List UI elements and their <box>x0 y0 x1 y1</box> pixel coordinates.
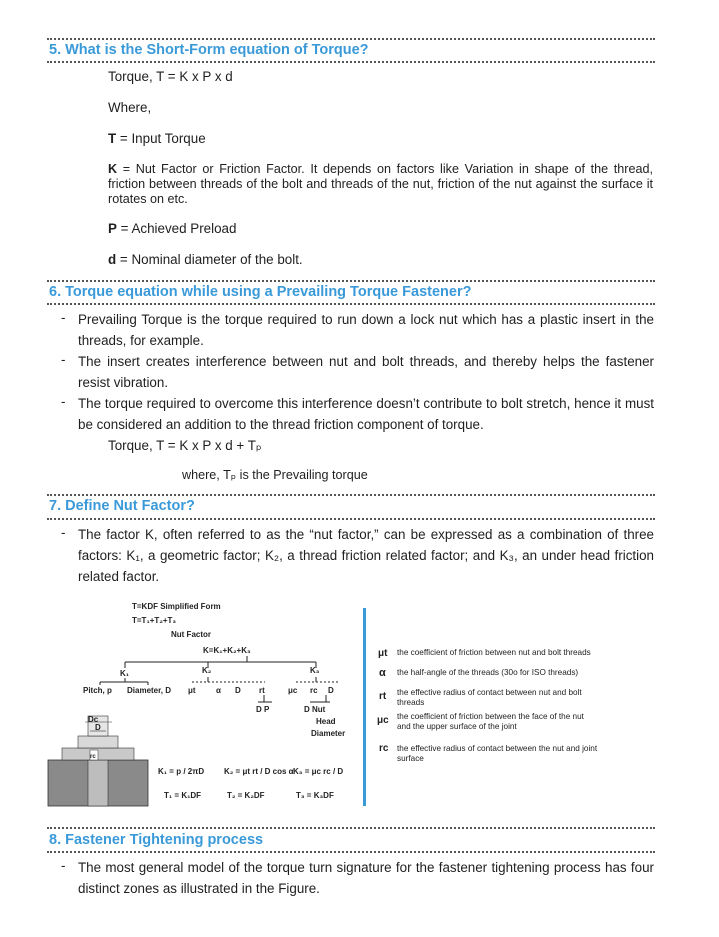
legend-symbol-mu-t: μt <box>378 648 388 659</box>
def-d: d = Nominal diameter of the bolt. <box>108 252 303 267</box>
legend <box>377 648 599 763</box>
head-node: Head <box>316 717 336 726</box>
divider <box>47 303 655 305</box>
divider <box>47 280 655 282</box>
legend-text-mu-t: the coefficient of friction between nut and bolt threads <box>397 648 591 657</box>
nut-factor-diagram <box>40 598 670 818</box>
k2-node: K₂ <box>202 666 212 675</box>
legend-text-mu-c: the coefficient of friction between the face of the nut and the upper surface of the joint <box>397 712 584 731</box>
bullet-prevailing-torque: Prevailing Torque is the torque required to run down a lock nut which has a plastic insert in the threads, for example. <box>78 312 654 348</box>
diameter-label-node: Diameter <box>311 729 346 738</box>
divider <box>47 827 655 829</box>
db-label: D <box>95 723 101 732</box>
mu-t-node: μt <box>188 686 196 695</box>
legend-symbol-r-c: rc <box>379 743 389 754</box>
k1-formula: K₁ = p / 2πD <box>158 767 205 776</box>
bullet-dash: - <box>61 352 66 367</box>
d3-node: D <box>328 686 334 695</box>
bullet-dash: - <box>61 310 66 325</box>
bullet-nut-factor: The factor K, often referred to as the “nut factor,” can be expressed as a combination of three factors: K₁, a geometric factor; K₂, a thread friction related factor; and K₃, an under head friction related factor. <box>78 527 654 584</box>
bullet-insert-interference: The insert creates interference between nut and bolt threads, and thereby helps the fastener resist vibration. <box>78 354 654 390</box>
diameter-node: Diameter, D <box>127 686 172 695</box>
def-T: T = Input Torque <box>108 131 206 146</box>
divider <box>47 851 655 853</box>
section-8-title: 8. Fastener Tightening process <box>49 832 264 848</box>
k1-node: K₁ <box>120 669 130 678</box>
prevailing-where: where, Tₚ is the Prevailing torque <box>182 468 368 482</box>
legend-symbol-mu-c: μc <box>377 715 389 726</box>
d-nut-node: D Nut <box>304 705 326 714</box>
section-6-title: 6. Torque equation while using a Prevailing Torque Fastener? <box>49 284 472 300</box>
k3-node: K₃ <box>310 666 320 675</box>
alpha-node: α <box>216 686 221 695</box>
legend-separator <box>363 608 366 806</box>
where-label: Where, <box>108 100 152 115</box>
r-c-node: rc <box>310 686 318 695</box>
divider-top <box>47 38 655 40</box>
bullet-dash: - <box>61 858 66 873</box>
k3-formula: K₃ = μc rc / D <box>293 767 344 776</box>
k2-formula: K₂ = μt rt / D cos α <box>224 767 294 776</box>
d-node: D <box>235 686 241 695</box>
d-p-node: D P <box>256 705 270 714</box>
torque-sum-label: T=T₁+T₂+T₃ <box>132 616 177 625</box>
section-5-title: 5. What is the Short-Form equation of Torque? <box>49 42 369 58</box>
r-t-node: rt <box>259 686 265 695</box>
legend-symbol-alpha: α <box>379 667 386 679</box>
bullet-overcome-interference: The torque required to overcome this interference doesn’t contribute to bolt stretch, hence it must be considered an addition to the thread friction component of torque. <box>78 396 654 432</box>
t1-formula: T₁ = K₁DF <box>164 791 202 800</box>
divider <box>47 494 655 496</box>
t2-formula: T₂ = K₂DF <box>227 791 265 800</box>
section-7-title: 7. Define Nut Factor? <box>49 498 195 514</box>
pitch-node: Pitch, p <box>83 686 112 695</box>
rc-dim-label: rc <box>90 754 96 760</box>
bullet-dash: - <box>61 525 66 540</box>
def-P: P = Achieved Preload <box>108 221 237 236</box>
simplified-form-label: T=KDF Simplified Form <box>132 602 221 611</box>
nut-factor-label: Nut Factor <box>171 630 211 639</box>
tree-lines <box>100 656 338 702</box>
prevailing-torque-equation: Torque, T = K x P x d + Tₚ <box>108 438 262 453</box>
divider <box>47 518 655 520</box>
dc-label: Dc <box>88 715 99 724</box>
k-sum-label: K=K₁+K₂+K₃ <box>203 646 251 655</box>
mu-c-node: μc <box>288 686 298 695</box>
torque-equation: Torque, T = K x P x d <box>108 69 233 84</box>
bullet-tightening-process: The most general model of the torque turn signature for the fastener tightening process has four distinct zones as illustrated in the Figure. <box>78 860 654 896</box>
legend-symbol-r-t: rt <box>379 691 387 702</box>
divider <box>47 61 655 63</box>
def-K: K = Nut Factor or Friction Factor. It depends on factors like Variation in shape of the thread, friction between threads of the bolt and threads of the nut, friction of the nut against the surface it rotates on etc. <box>108 162 653 206</box>
legend-text-r-t: the effective radius of contact between nut and bolt threads <box>397 688 582 707</box>
t3-formula: T₃ = K₃DF <box>296 791 334 800</box>
legend-text-alpha: the half-angle of the threads (30o for ISO threads) <box>397 668 579 677</box>
legend-text-r-c: the effective radius of contact between the nut and joint surface <box>397 744 598 763</box>
bullet-dash: - <box>61 394 66 409</box>
